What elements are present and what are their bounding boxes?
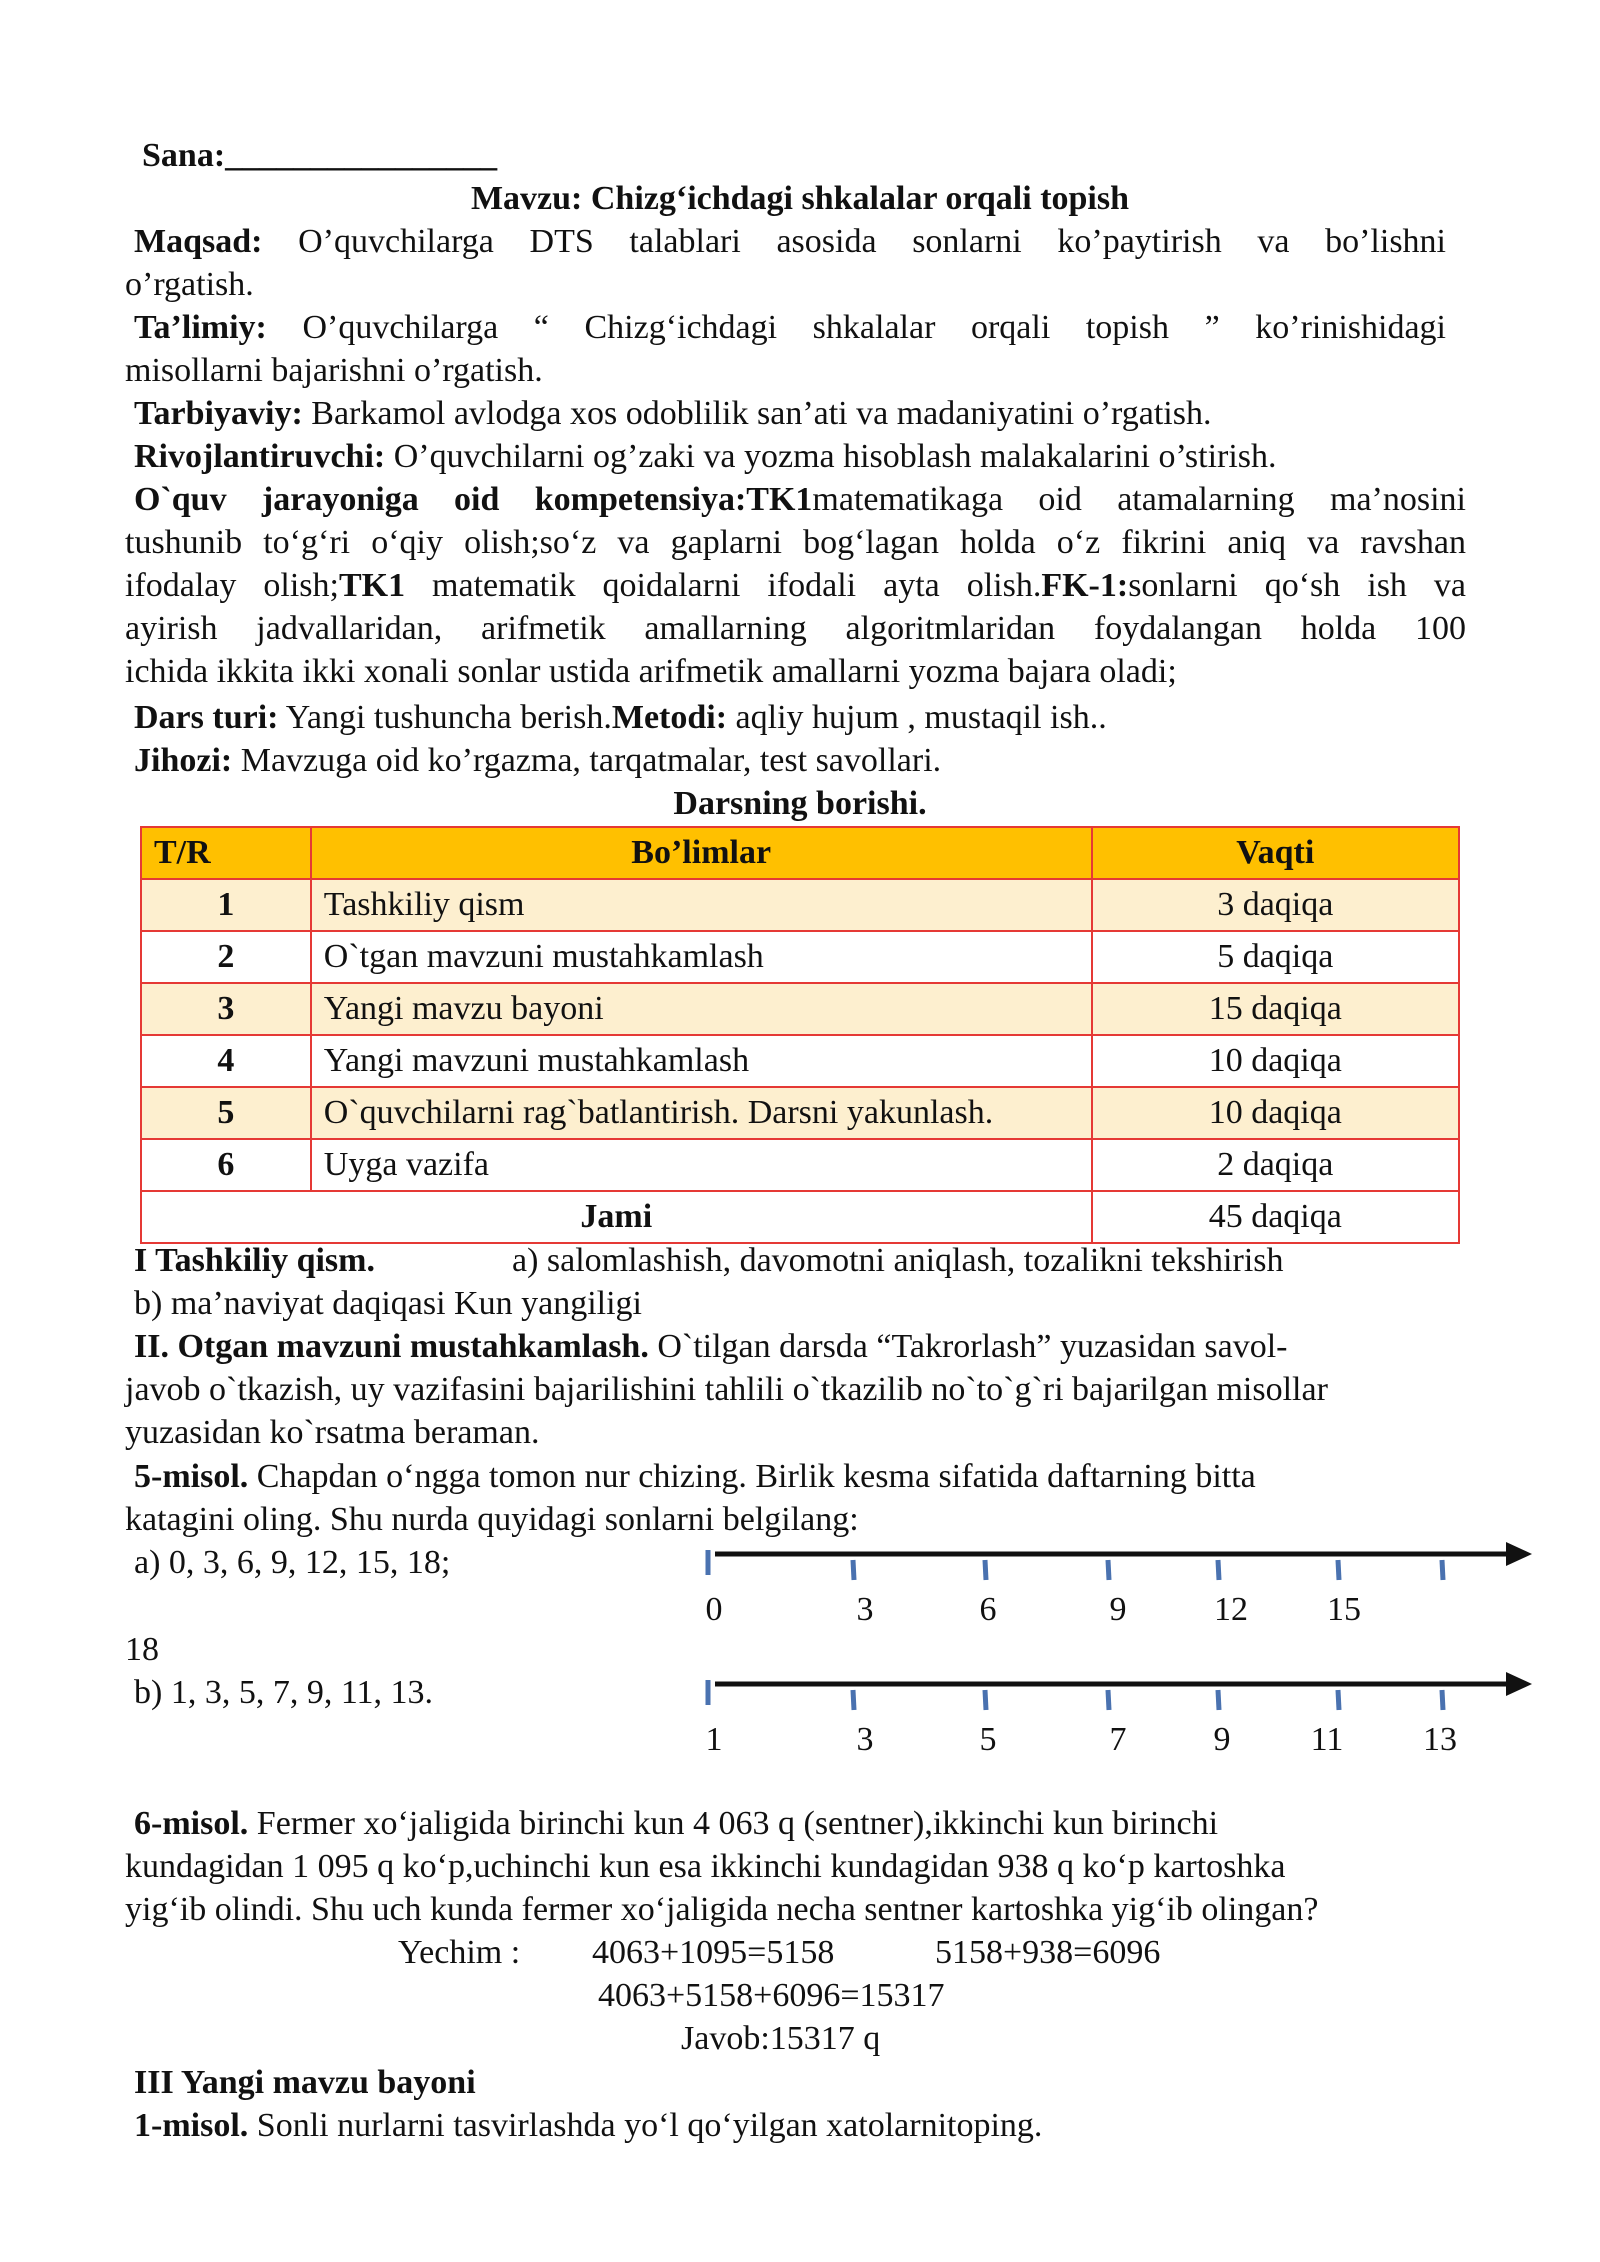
misol6-line-1 [134, 1803, 1218, 1845]
table-row [141, 879, 1459, 931]
misol1-label: 1-misol. [134, 2107, 249, 2144]
table-header-row [141, 827, 1459, 879]
tick-mark [1218, 1560, 1219, 1580]
tick-label: 9 [1213, 1721, 1231, 1758]
rivojlantiruvchi-line [134, 436, 1277, 478]
tarbiyaviy-line [134, 393, 1211, 435]
metodi-label: Metodi: [611, 699, 728, 736]
javob-line: Javob:15317 q [681, 2020, 881, 2057]
section2-text-1: O`tilgan darsda “Takrorlash” yuzasidan savol- [648, 1328, 1288, 1365]
kompetensiya-text-3c: sonlarni qo‘sh ish va [1128, 567, 1467, 604]
section1-line [134, 1240, 375, 1282]
rivojlantiruvchi-text: O’quvchilarni og’zaki va yozma hisoblash malakalarini o’stirish. [393, 438, 1277, 475]
misol5-stray-18: 18 [125, 1631, 159, 1668]
header-bolimlar: Bo’limlar [311, 827, 1092, 879]
equation-1: 4063+1095=5158 [592, 1934, 835, 1971]
row-section: Tashkiliy qism [311, 879, 1092, 931]
table-row [141, 1087, 1459, 1139]
lesson-topic [0, 178, 1600, 220]
section1-a: a) salomlashish, davomotni aniqlash, tozalikni tekshirish [512, 1242, 1284, 1279]
tick-mark [1442, 1690, 1443, 1710]
row-time: 5 daqiqa [1092, 931, 1459, 983]
row-section: Yangi mavzuni mustahkamlash [311, 1035, 1092, 1087]
sana-line [142, 135, 497, 177]
tick-label: 6 [979, 1591, 997, 1628]
table-row [141, 1035, 1459, 1087]
maqsad-label: Maqsad: [134, 223, 263, 260]
dars-turi-line [134, 697, 1107, 739]
row-time: 10 daqiqa [1092, 1035, 1459, 1087]
dars-turi-text: Yangi tushuncha berish. [278, 699, 612, 736]
kompetensiya-line-3 [125, 565, 1466, 607]
table-row [141, 931, 1459, 983]
row-section: O`quvchilarni rag`batlantirish. Darsni yakunlash. [311, 1087, 1092, 1139]
kompetensiya-line-4: ayirish jadvallaridan, arifmetik amallarning algoritmlaridan foydalangan holda 100 [125, 610, 1466, 647]
row-section: Uyga vazifa [311, 1139, 1092, 1191]
row-number: 5 [141, 1087, 311, 1139]
mavzu-title: Mavzu: Chizg‘ichdagi shkalalar orqali topish [470, 180, 1130, 217]
talimiy-label: Ta’limiy: [134, 309, 267, 346]
misol5-b: b) 1, 3, 5, 7, 9, 11, 13. [134, 1674, 434, 1711]
tick-label: 7 [1109, 1721, 1127, 1758]
tick-label: 1 [705, 1721, 723, 1758]
misol5-line-1 [134, 1456, 1256, 1498]
row-section: O`tgan mavzuni mustahkamlash [311, 931, 1092, 983]
talimiy-line-1 [134, 307, 1446, 349]
section2-label: II. Otgan mavzuni mustahkamlash. [134, 1328, 649, 1365]
tick-mark [1218, 1690, 1219, 1710]
kompetensiya-label: O`quv jarayoniga oid kompetensiya: [134, 481, 747, 518]
section2-line-2: javob o`tkazish, uy vazifasini bajarilishini tahlili o`tkazilib no`to`g`ri bajarilgan misollar [125, 1371, 1328, 1408]
plan-title [0, 783, 1600, 825]
misol5-a: a) 0, 3, 6, 9, 12, 15, 18; [134, 1544, 451, 1581]
maqsad-line-1 [134, 221, 1446, 263]
misol5-text-1: Chapdan o‘ngga tomon nur chizing. Birlik kesma sifatida daftarning bitta [248, 1458, 1256, 1495]
misol5-label: 5-misol. [134, 1458, 249, 1495]
jihozi-label: Jihozi: [134, 742, 233, 779]
header-tr: T/R [141, 827, 311, 879]
tick-label: 15 [1327, 1591, 1361, 1628]
header-vaqti: Vaqti [1092, 827, 1459, 879]
table-row [141, 983, 1459, 1035]
number-line-a-arrow [1506, 1542, 1532, 1566]
tk1-label-2: TK1 [338, 567, 406, 604]
table-total-row [141, 1191, 1459, 1243]
kompetensiya-text-3b: matematik qoidalarni ifodali ayta olish. [405, 567, 1042, 604]
sana-label: Sana:________________ [142, 137, 498, 174]
tick-label: 0 [705, 1591, 723, 1628]
number-line-b-arrow [1506, 1672, 1532, 1696]
tarbiyaviy-text: Barkamol avlodga xos odoblilik san’ati va madaniyatini o’rgatish. [311, 395, 1212, 432]
yechim-label: Yechim : [398, 1934, 521, 1971]
row-section: Yangi mavzu bayoni [311, 983, 1092, 1035]
dars-turi-label: Dars turi: [134, 699, 279, 736]
tick-label: 12 [1214, 1591, 1248, 1628]
jihozi-text: Mavzuga oid ko’rgazma, tarqatmalar, test savollari. [232, 742, 942, 779]
misol6-text-1: Fermer xo‘jaligida birinchi kun 4 063 q (sentner),ikkinchi kun birinchi [248, 1805, 1219, 1842]
tick-label: 3 [856, 1591, 874, 1628]
section1-b: b) ma’naviyat daqiqasi Kun yangiligi [134, 1285, 642, 1322]
metodi-text: aqliy hujum , mustaqil ish.. [727, 699, 1107, 736]
talimiy-line-2: misollarni bajarishni o’rgatish. [125, 352, 543, 389]
row-number: 4 [141, 1035, 311, 1087]
tick-label: 11 [1310, 1721, 1344, 1758]
row-number: 6 [141, 1139, 311, 1191]
section2-line-1 [134, 1326, 1288, 1368]
misol5-line-2: katagini oling. Shu nurda quyidagi sonlarni belgilang: [125, 1501, 859, 1538]
tick-mark [853, 1690, 854, 1710]
number-line-a [690, 1530, 1540, 1640]
tick-mark [1442, 1560, 1443, 1580]
equation-2: 5158+938=6096 [935, 1934, 1161, 1971]
maqsad-line-2: o’rgatish. [125, 266, 254, 303]
misol1-line [134, 2105, 1042, 2147]
tick-label: 5 [979, 1721, 997, 1758]
tick-mark [1338, 1560, 1339, 1580]
misol6-line-3: yig‘ib olindi. Shu uch kunda fermer xo‘jaligida necha sentner kartoshka yig‘ib olingan? [125, 1891, 1319, 1928]
kompetensiya-line-5: ichida ikkita ikki xonali sonlar ustida arifmetik amallarni yozma bajara oladi; [125, 653, 1177, 690]
tick-mark [1108, 1690, 1109, 1710]
tick-label: 3 [856, 1721, 874, 1758]
misol6-label: 6-misol. [134, 1805, 249, 1842]
total-label: Jami [141, 1191, 1092, 1243]
tick-mark [985, 1690, 986, 1710]
total-time: 45 daqiqa [1092, 1191, 1459, 1243]
kompetensiya-text-1: matematikaga oid atamalarning ma’nosini [812, 481, 1466, 518]
section3-title [134, 2062, 476, 2104]
row-time: 10 daqiqa [1092, 1087, 1459, 1139]
row-time: 3 daqiqa [1092, 879, 1459, 931]
table-row [141, 1139, 1459, 1191]
section1-label: I Tashkiliy qism. [134, 1242, 375, 1279]
rivojlantiruvchi-label: Rivojlantiruvchi: [134, 438, 386, 475]
maqsad-text: O’quvchilarga DTS talablari asosida sonlarni ko’paytirish va bo’lishni [298, 223, 1446, 260]
row-number: 1 [141, 879, 311, 931]
misol6-line-2: kundagidan 1 095 q ko‘p,uchinchi kun esa ikkinchi kundagidan 938 q ko‘p kartoshka [125, 1848, 1286, 1885]
fk1-label: FK-1: [1041, 567, 1129, 604]
tk1-label: TK1 [746, 481, 813, 518]
kompetensiya-text-3a: ifodalay olish; [125, 567, 339, 604]
number-line-b [690, 1660, 1540, 1770]
section3-label: III Yangi mavzu bayoni [134, 2064, 476, 2101]
kompetensiya-line-2: tushunib to‘g‘ri o‘qiy olish;so‘z va gaplarni bog‘lagan holda o‘z fikrini aniq va ravshan [125, 524, 1466, 561]
row-time: 15 daqiqa [1092, 983, 1459, 1035]
lesson-plan-table [140, 826, 1460, 1244]
jihozi-line [134, 740, 941, 782]
equation-3: 4063+5158+6096=15317 [598, 1977, 945, 2014]
tick-mark [853, 1560, 854, 1580]
tick-mark [985, 1560, 986, 1580]
misol1-text: Sonli nurlarni tasvirlashda yo‘l qo‘yilgan xatolarnitoping. [248, 2107, 1043, 2144]
tick-mark [1338, 1690, 1339, 1710]
kompetensiya-line-1 [134, 479, 1466, 521]
tarbiyaviy-label: Tarbiyaviy: [134, 395, 303, 432]
talimiy-text: O’quvchilarga “ Chizg‘ichdagi shkalalar orqali topish ” ko’rinishidagi [302, 309, 1446, 346]
plan-title-text: Darsning borishi. [673, 785, 927, 822]
section2-line-3: yuzasidan ko`rsatma beraman. [125, 1414, 540, 1451]
tick-label: 9 [1109, 1591, 1127, 1628]
row-number: 2 [141, 931, 311, 983]
row-time: 2 daqiqa [1092, 1139, 1459, 1191]
row-number: 3 [141, 983, 311, 1035]
tick-mark [1108, 1560, 1109, 1580]
tick-label: 13 [1423, 1721, 1457, 1758]
